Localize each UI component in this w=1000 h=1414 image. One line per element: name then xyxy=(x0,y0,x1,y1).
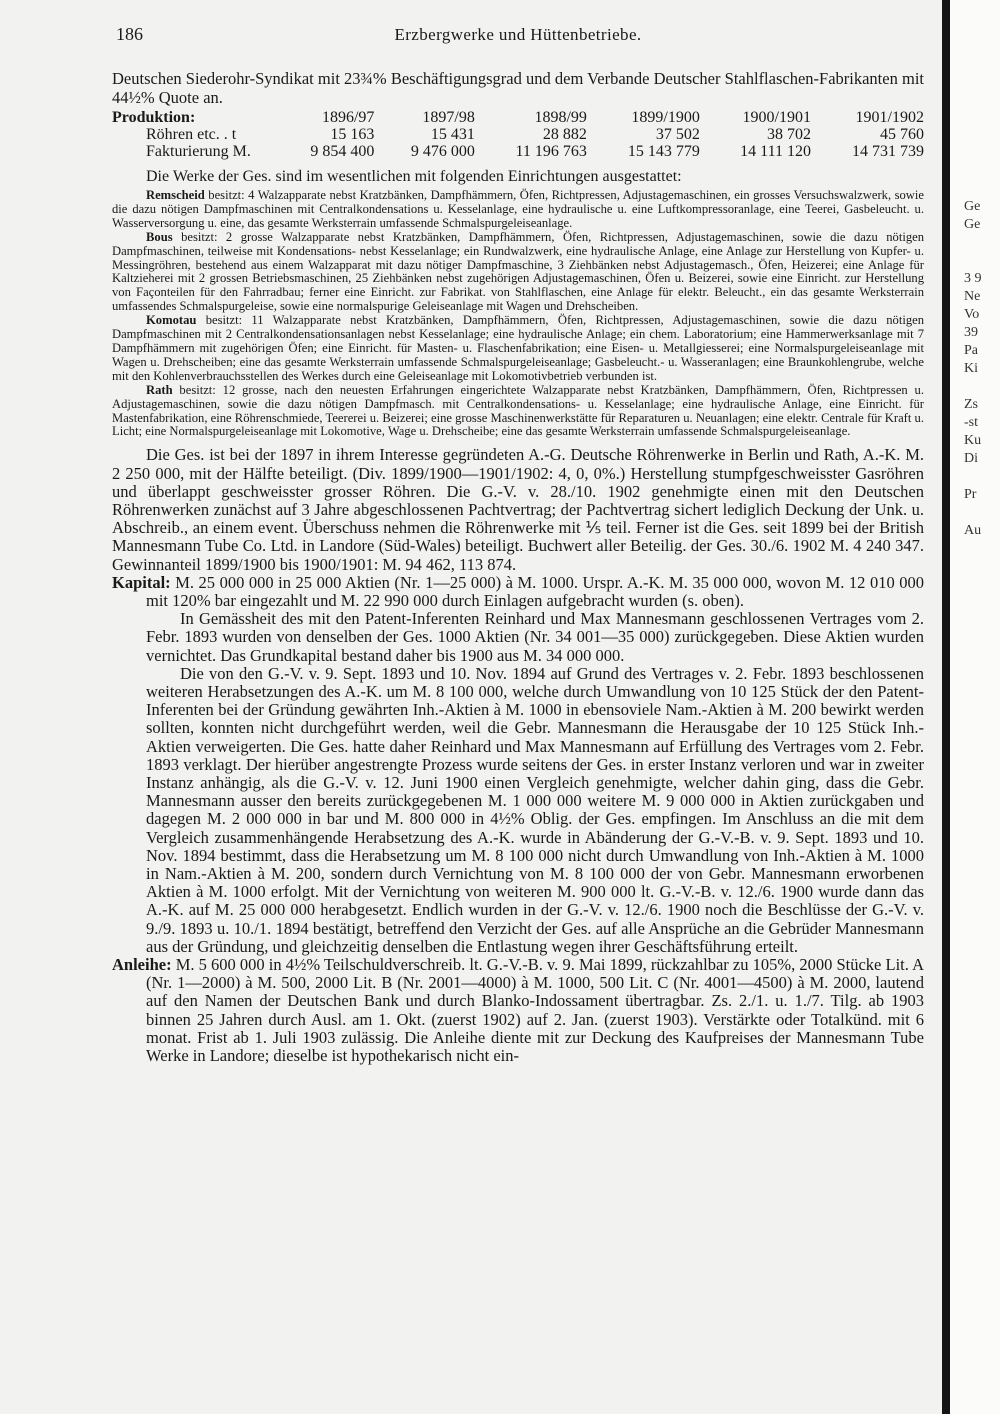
margin-fragment: 39 xyxy=(964,325,978,340)
value-cell: 14 731 739 xyxy=(852,143,924,160)
page-header xyxy=(112,24,924,50)
list-item xyxy=(112,384,924,440)
anleihe-label: Anleihe: xyxy=(112,955,172,974)
margin-fragment xyxy=(964,378,982,396)
value-cell: 11 196 763 xyxy=(515,143,587,160)
works-place: Bous xyxy=(146,229,173,244)
margin-fragment xyxy=(964,234,982,252)
margin-fragment: Zs xyxy=(964,397,978,412)
works-list xyxy=(112,189,924,439)
margin-fragment xyxy=(964,504,982,522)
works-text: besitzt: 2 grosse Walzapparate nebst Kratzbänken, Dampfhämmern, Öfen, Richtpressen, Adjustagemaschinen, sowie die dazu nötigen Dampfmaschinen, teilweise mit Kondensations- nebst Kesselanlage; ein Rundwalzwerk, eine hydraulische Anlage, eine Anlage zur Herstellung von Kupfer- u. Messingröhren, bestehend aus einem Walzapparat mit dazu nötiger Dampfmaschine, 3 Ziehbänken nebst Adjustagemasch., Öfen, Heizerei; eine Anlage für Kaltzieherei mit 2 grossen Betriebsmaschinen, 25 Ziehbänken nebst zugehörigen Adjustagemaschinen, Öfen u. Beizerei, sowie eine Einricht. zur Herstellung von Façonteilen für den Fahrradbau; ferner eine Einricht. zur Fabrikat. von Stahlflaschen, eine Anlage für elektr. Beleucht., ein das gesamte Werksterrain umfassendes Schmalspurgeleise, sowie eine normalspurige Geleiseanlage mit Wagen und Drehscheiben. xyxy=(112,229,924,314)
works-place: Rath xyxy=(146,382,173,397)
year-cell: 1901/1902 xyxy=(855,109,924,126)
margin-fragment: Ki xyxy=(964,361,978,376)
anleihe-section xyxy=(112,956,924,1065)
margin-fragment: Pr xyxy=(964,487,977,502)
value-cell: 9 854 400 xyxy=(310,143,375,160)
list-item xyxy=(112,231,924,314)
anleihe-text: M. 5 600 000 in 4½% Teilschuldverschreib. lt. G.-V.-B. v. 9. Mai 1899, rückzahlbar zu 105%, 2000 Stücke Lit. A (Nr. 1—2000) à M. 500, 2000 Lit. B (Nr. 2001—4000) à M. 1000, 500 Lit. C (Nr. 4001—4500) à M. 2000, lautend auf den Namen der Deutschen Bank und durch Blanko-Indossament übertragbar. Zs. 2./1. u. 1./7. Tilg. ab 1903 binnen 25 Jahren durch Ausl. am 1. Okt. (zuerst 1902) auf 2. Jan. (zuerst 1903). Verstärkte oder Totalkünd. mit 6 monat. Frist ab 1. Juli 1903 zulässig. Die Anleihe diente mit zur Deckung des Kaufpreises der Mannesmann Tube Werke in Landore; dieselbe ist hypothekarisch nicht ein- xyxy=(146,955,924,1066)
year-cell: 1897/98 xyxy=(422,109,475,126)
intro-paragraph: Deutschen Siederohr-Syndikat mit 23¾% Beschäftigungsgrad und dem Verbande Deutscher Stahlflaschen-Fabrikanten mit 44½% Quote an. xyxy=(112,69,924,107)
works-place: Komotau xyxy=(146,313,197,328)
production-label: Produktion: xyxy=(112,109,196,126)
table-row xyxy=(112,126,924,143)
production-table xyxy=(112,109,924,160)
margin-fragment: Di xyxy=(964,451,978,466)
page-number: 186 xyxy=(116,24,143,44)
works-text: besitzt: 4 Walzapparate nebst Kratzbänken, Dampfhämmern, Öfen, Richtpressen, Adjustagemaschinen, ein grosses Versuchswalzwerk, sowie die dazu nötigen Dampfmaschinen mit Centralkondensations u. Kesselanlage, eine hydraulische u. eine Luftkompressoranlage, eine Teerei, Gasbeleucht. u. Wasserversorgung u. eine, das gesamte Werksterrain umfassende Schmalspurgeleiseanlage. xyxy=(112,188,924,230)
works-text: besitzt: 11 Walzapparate nebst Kratzbänken, Dampfhämmern, Öfen, Richtpressen, Adjustagemaschinen, sowie die dazu nötigen Dampfmaschinen mit 2 Centralkondensationsanlagen nebst Kesselanlage; eine hydraulische Anlage; ein chem. Laboratorium; eine Hammerwerksanlage mit 7 Dampfhämmern mit zugehörigen Öfen; eine Einricht. für Masten- u. Flaschenfabrikation; eine Eisen- u. Metallgiesserei; eine Normalspurgeleiseanlage mit Wagen u. Drehscheiben; eine das gesamte Werksterrain umfassende Schmalspurgeleiseanlage; Gasbeleucht.- u. Wasseranlagen; eine Braunkohlengrube, welche mit den Kohlenverbrauchsstellen des Werkes durch eine Geleiseanlage mit Lokomotivbetrieb verbunden ist. xyxy=(112,313,924,383)
value-cell: 38 702 xyxy=(766,126,811,143)
margin-fragment: Vo xyxy=(964,307,980,322)
year-cell: 1899/1900 xyxy=(631,109,700,126)
value-cell: 28 882 xyxy=(542,126,587,143)
margin-fragment: Au xyxy=(964,523,982,538)
margin-fragment: Ku xyxy=(964,433,982,448)
margin-fragments xyxy=(964,198,982,540)
margin-fragment: Ge xyxy=(964,217,981,232)
kapital-paragraph-1: In Gemässheit des mit den Patent-Inferenten Reinhard und Max Mannesmann geschlossenen Vertrages vom 2. Febr. 1893 wurden von denselben der Ges. 1000 Aktien (Nr. 34 001—35 000) zurückgegeben. Diese Aktien wurden vernichtet. Das Grundkapital bestand daher bis 1900 aus M. 34 000 000. xyxy=(146,609,924,665)
year-cell: 1898/99 xyxy=(534,109,587,126)
value-cell: 9 476 000 xyxy=(410,143,475,160)
value-cell: 37 502 xyxy=(655,126,700,143)
margin-fragment xyxy=(964,252,982,270)
margin-fragment: -st xyxy=(964,415,978,430)
value-cell: 15 431 xyxy=(430,126,475,143)
works-text: besitzt: 12 grosse, nach den neuesten Erfahrungen eingerichtete Walzapparate nebst Kratzbänken, Dampfhämmern, Öfen, Richtpressen u. Adjustagemaschinen, sowie die dazu nötigen Dampfmasch. mit Centralkondensations- u. Kesselanlage; eine hydraulische Anlage, eine Einricht. für Mastenfabrikation, eine Röhrenschmiede, Teererei u. Beizerei; eine grosse Maschinenwerkstätte für Reparaturen u. Neuanlagen; eine elektr. Centrale für Kraft u. Licht; eine Normalspurgeleiseanlage mit Lokomotive, Wage u. Drehscheibe; eine das gesamte Werksterrain umfassende Schmalspurgeleiseanlage. xyxy=(112,382,924,439)
margin-fragment: Ge xyxy=(964,199,981,214)
value-cell: 14 111 120 xyxy=(740,143,811,160)
kapital-section xyxy=(112,574,924,610)
binding-shadow xyxy=(942,0,950,1414)
value-cell: 45 760 xyxy=(880,126,924,143)
margin-fragment xyxy=(964,468,982,486)
row-label: Röhren etc. . t xyxy=(146,126,237,143)
running-title: Erzbergwerke und Hüttenbetriebe. xyxy=(394,25,642,44)
list-item xyxy=(112,189,924,231)
works-intro: Die Werke der Ges. sind im wesentlichen mit folgenden Einrichtungen ausgestattet: xyxy=(146,168,682,185)
margin-fragment: 3 9 xyxy=(964,271,982,286)
value-cell: 15 163 xyxy=(330,126,375,143)
list-item xyxy=(112,314,924,384)
production-header-row xyxy=(112,109,924,126)
year-cell: 1900/1901 xyxy=(742,109,811,126)
margin-fragment: Pa xyxy=(964,343,978,358)
kapital-text: M. 25 000 000 in 25 000 Aktien (Nr. 1—25 000) à M. 1000. Urspr. A.-K. M. 35 000 000, wovon M. 12 010 000 mit 120% bar eingezahlt und M. 22 990 000 durch Einlagen aufgebracht wurden (s. oben). xyxy=(146,572,924,610)
row-label: Fakturierung M. xyxy=(146,143,251,160)
roehrenwerke-paragraph: Die Ges. ist bei der 1897 in ihrem Interesse gegründeten A.-G. Deutsche Röhrenwerke in Berlin und Rath, A.-K. M. 2 250 000, mit der Hälfte beteiligt. (Div. 1899/1900—1901/1902: 4, 0, 0%.) Herstellung stumpfgeschweisster Gasröhren und überlappt geschweisster grosser Röhren. Die G.-V. v. 28./10. 1902 genehmigte einen mit den Deutschen Röhrenwerken zunächst auf 3 Jahre abgeschlossenen Pachtvertrag; der Pachtvertrag sichert lediglich Deckung der Unk. u. Abschreib., an einem event. Überschuss nehmen die Röhrenwerke mit ⅕ teil. Ferner ist die Ges. seit 1899 bei der British Mannesmann Tube Co. Ltd. in Landore (Süd-Wales) beteiligt. Buchwert aller Beteilig. der Ges. 30./6. 1902 M. 4 240 347. Gewinnanteil 1899/1900 bis 1900/1901: M. 94 462, 113 874. xyxy=(112,445,924,574)
adjacent-page-edge xyxy=(942,0,1000,1414)
page xyxy=(112,24,924,1065)
table-row xyxy=(112,143,924,160)
kapital-paragraph-2: Die von den G.-V. v. 9. Sept. 1893 und 10. Nov. 1894 auf Grund des Vertrages v. 2. Febr. 1893 beschlossenen weiteren Herabsetzungen des A.-K. um M. 8 100 000, welche durch Umwandlung von 10 125 Stück der den Patent-Inferenten bei der Gründung gewährten Inh.-Aktien à M. 1000 in ebensoviele Nam.-Aktien à M. 200 bewirkt werden sollten, konnten nicht durchgeführt werden, weil die Gebr. Mannesmann die Herausgabe der 10 125 Stück Inh.-Aktien verweigerten. Die Ges. hatte daher Reinhard und Max Mannesmann auf Erfüllung des Vertrages vom 2. Febr. 1893 verklagt. Der hierüber angestrengte Prozess wurde seitens der Ges. in erster Instanz verloren und war in zweiter Instanz anhängig, als die G.-V. v. 12. Juni 1900 einen Vergleich genehmigte, welcher dahin ging, dass die Gebr. Mannesmann ausser den bereits zurückgegebenen M. 1 000 000 weitere M. 9 000 000 in Aktien zurückgaben und dagegen M. 2 000 000 in bar und M. 800 000 in 4½% Oblig. der Ges. empfingen. Im Anschluss an die mit dem Vergleich zusammenhängende Herabsetzung des A.-K. wurde in Abänderung der G.-V.-B. v. 9. Sept. 1893 und 10. Nov. 1894 bestimmt, dass die Herabsetzung um M. 8 100 000 nicht durch Umwandlung von Inh.-Aktien à M. 1000 in Nam.-Aktien à M. 200, sondern durch Vernichtung von M. 8 100 000 der von Gebr. Mannesmann erworbenen Aktien à M. 1000 erfolgt. Mit der Vernichtung von weiteren M. 900 000 lt. G.-V.-B. v. 12./6. 1900 wurde dann das A.-K. auf M. 25 000 000 herabgesetzt. Endlich wurden in der G.-V. v. 12./6. 1900 noch die Beschlüsse der G.-V. v. 9./9. 1893 u. 10./1. 1894 bestätigt, betreffend den Verzicht der Ges. auf alle Ansprüche an die Gebrüder Mannesmann aus der Gründung, und gleichzeitig denselben die Entlastung wegen ihrer Geschäftsführung erteilt. xyxy=(146,663,924,956)
value-cell: 15 143 779 xyxy=(627,143,700,160)
kapital-label: Kapital: xyxy=(112,572,171,592)
margin-fragment: Ne xyxy=(964,289,981,304)
year-cell: 1896/97 xyxy=(321,109,375,126)
works-place: Remscheid xyxy=(146,188,205,202)
